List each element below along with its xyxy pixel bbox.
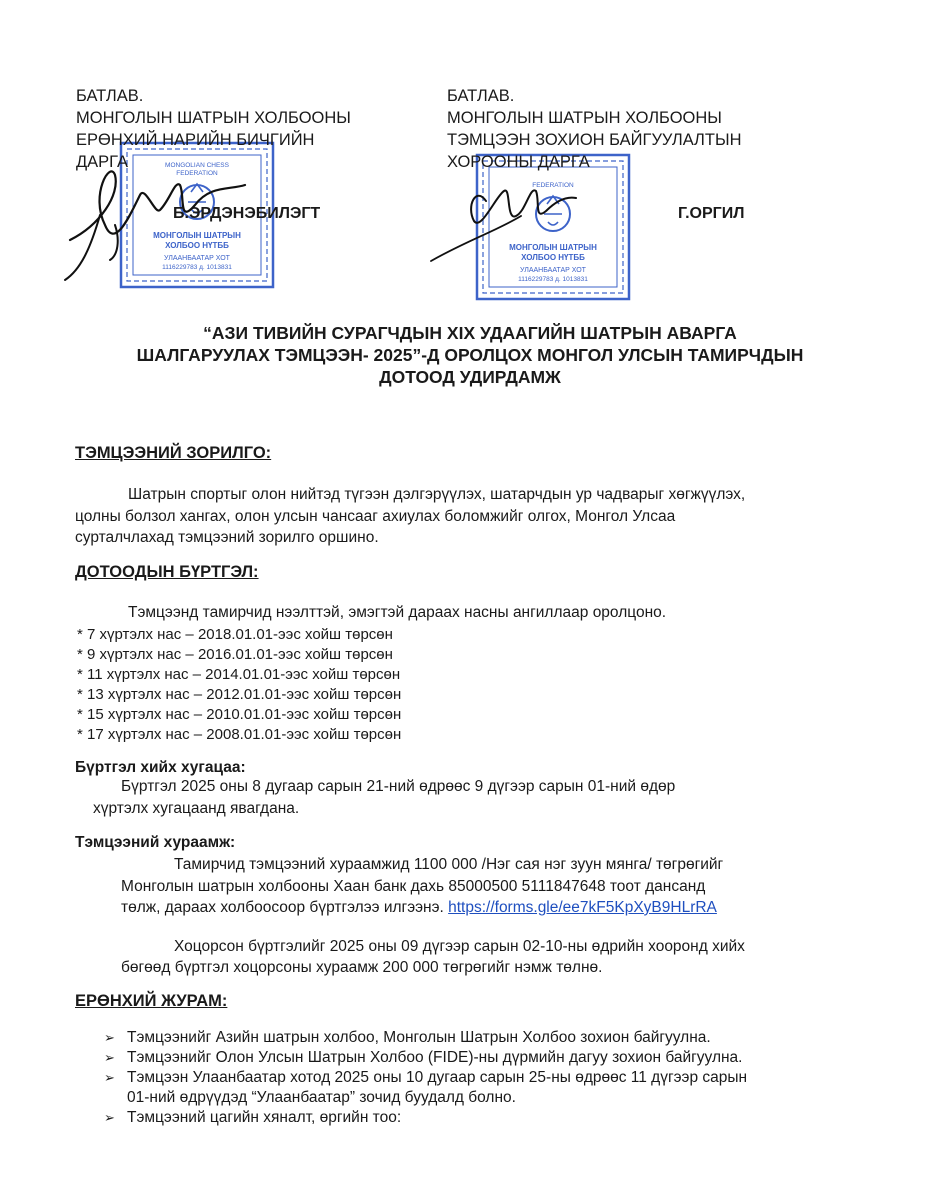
signer-name-right: Г.ОРГИЛ [678, 205, 745, 222]
seal-city: УЛААНБААТАР ХОТ [164, 255, 230, 262]
approval-line: БАТЛАВ. [447, 87, 515, 105]
signer-name-left: Б.ЭРДЭНЭБИЛЭГТ [173, 205, 321, 222]
approval-line: МОНГОЛЫН ШАТРЫН ХОЛБООНЫ [76, 109, 351, 127]
signature-left [60, 155, 250, 285]
fee-line: Монголын шатрын холбооны Хаан банк дахь 85000500 5111847648 тоот дансанд [121, 878, 706, 895]
goal-line: цолны болзол хангах, олон улсын чансааг ахиулах боломжийг олгох, Монгол Улсаа [75, 508, 676, 525]
period-line: хүртэлх хугацаанд явагдана. [93, 800, 300, 817]
title-line: ШАЛГАРУУЛАХ ТЭМЦЭЭН- 2025”-Д ОРОЛЦОХ МОНГОЛ УЛСЫН ТАМИРЧДЫН [136, 345, 804, 365]
registration-period-heading: Бүртгэл хийх хугацаа: [75, 759, 246, 776]
age-category-list [77, 625, 401, 745]
late-fee-line: Хоцорсон бүртгэлийг 2025 оны 09 дүгээр сарын 02-10-ны өдрийн хооронд хийх [174, 938, 745, 955]
seal-name-2: ХОЛБОО НҮТББ [521, 253, 585, 262]
section-heading-goal: ТЭМЦЭЭНИЙ ЗОРИЛГО: [75, 444, 272, 462]
seal-top-text: MONGOLIAN CHESS [165, 162, 229, 169]
approval-line: МОНГОЛЫН ШАТРЫН ХОЛБООНЫ [447, 109, 722, 127]
seal-name-1: МОНГОЛЫН ШАТРЫН [509, 243, 597, 252]
fee-line-with-link [121, 898, 717, 918]
list-item-continuation [104, 1088, 747, 1108]
period-line: Бүртгэл 2025 оны 8 дугаар сарын 21-ний өдрөөс 9 дүгээр сарын 01-ний өдөр [121, 778, 676, 795]
arrow-bullet-icon: ➢ [104, 1110, 115, 1125]
title-line: “АЗИ ТИВИЙН СУРАГЧДЫН XIX УДААГИЙН ШАТРЫН АВАРГА [203, 323, 737, 343]
section-heading-registration: ДОТООДЫН БҮРТГЭЛ: [75, 563, 259, 581]
fee-line: Тамирчид тэмцээний хураамжид 1100 000 /Нэг сая нэг зуун мянга/ төгрөгийг [174, 856, 724, 873]
list-item [104, 1108, 747, 1128]
fee-heading: Тэмцээний хураамж: [75, 834, 236, 851]
list-item: * 9 хүртэлх нас – 2016.01.01-ээс хойш төрсөн [77, 646, 393, 663]
approval-line: ДАРГА [76, 153, 129, 171]
seal-name-1: МОНГОЛЫН ШАТРЫН [153, 231, 241, 240]
rule-text: Тэмцээнийг Азийн шатрын холбоо, Монголын Шатрын Холбоо зохион байгуулна. [127, 1029, 711, 1046]
list-item: * 13 хүртэлх нас – 2012.01.01-ээс хойш төрсөн [77, 686, 402, 703]
approval-line: БАТЛАВ. [76, 87, 144, 105]
goal-line: Шатрын спортыг олон нийтэд түгээн дэлгэрүүлэх, шатарчдын ур чадварыг хөгжүүлэх, [128, 486, 746, 503]
seal-name-2: ХОЛБОО НҮТББ [165, 241, 229, 250]
seal-reg: 1116229783 д. 1013831 [518, 276, 588, 283]
late-fee-line: бөгөөд бүртгэл хоцорсоны хураамж 200 000 төгрөгийг нэмж төлнө. [121, 959, 603, 976]
list-item: * 15 хүртэлх нас – 2010.01.01-ээс хойш төрсөн [77, 706, 402, 723]
seal-reg: 1116229783 д. 1013831 [162, 264, 232, 271]
fee-line-text: төлж, дараах холбоосоор бүртгэлээ илгээнэ. [121, 899, 444, 916]
registration-intro: Тэмцээнд тамирчид нээлттэй, эмэгтэй дараах насны ангиллаар оролцоно. [128, 604, 667, 621]
arrow-bullet-icon: ➢ [104, 1050, 115, 1065]
approval-line: ЕРӨНХИЙ НАРИЙН БИЧГИЙН [76, 131, 315, 149]
arrow-bullet-icon: ➢ [104, 1030, 115, 1045]
registration-form-link[interactable]: https://forms.gle/ee7kF5KpXyB9HLrRA [448, 899, 717, 916]
seal-sub-text: FEDERATION [532, 182, 574, 189]
arrow-bullet-icon: ➢ [104, 1070, 115, 1085]
list-item: * 17 хүртэлх нас – 2008.01.01-ээс хойш төрсөн [77, 726, 402, 743]
signature-right [426, 166, 596, 276]
list-item [104, 1048, 747, 1068]
approval-line: ХОРООНЫ ДАРГА [447, 153, 590, 171]
rule-text: 01-ний өдрүүдэд “Улаанбаатар” зочид буудалд болно. [127, 1089, 516, 1106]
section-heading-rules: ЕРӨНХИЙ ЖУРАМ: [75, 992, 228, 1010]
list-item: * 11 хүртэлх нас – 2014.01.01-ээс хойш төрсөн [77, 666, 401, 683]
seal-city: УЛААНБААТАР ХОТ [520, 267, 586, 274]
rules-list [104, 1028, 747, 1128]
title-line: ДОТООД УДИРДАМЖ [379, 367, 561, 387]
rule-text: Тэмцээн Улаанбаатар хотод 2025 оны 10 дугаар сарын 25-ны өдрөөс 11 дүгээр сарын [127, 1069, 748, 1086]
approval-line: ТЭМЦЭЭН ЗОХИОН БАЙГУУЛАЛТЫН [447, 131, 742, 149]
rule-text: Тэмцээнийг Олон Улсын Шатрын Холбоо (FIDE)-ны дүрмийн дагуу зохион байгуулна. [127, 1049, 743, 1066]
list-item: * 7 хүртэлх нас – 2018.01.01-ээс хойш төрсөн [77, 626, 393, 643]
rule-text: Тэмцээний цагийн хяналт, өргийн тоо: [127, 1109, 402, 1126]
document-title [120, 322, 820, 388]
list-item [104, 1028, 747, 1048]
goal-line: сурталчлахад тэмцээний зорилго оршино. [75, 529, 379, 546]
list-item [104, 1068, 747, 1088]
seal-sub-text: FEDERATION [176, 170, 218, 177]
approval-block-right [447, 85, 742, 173]
